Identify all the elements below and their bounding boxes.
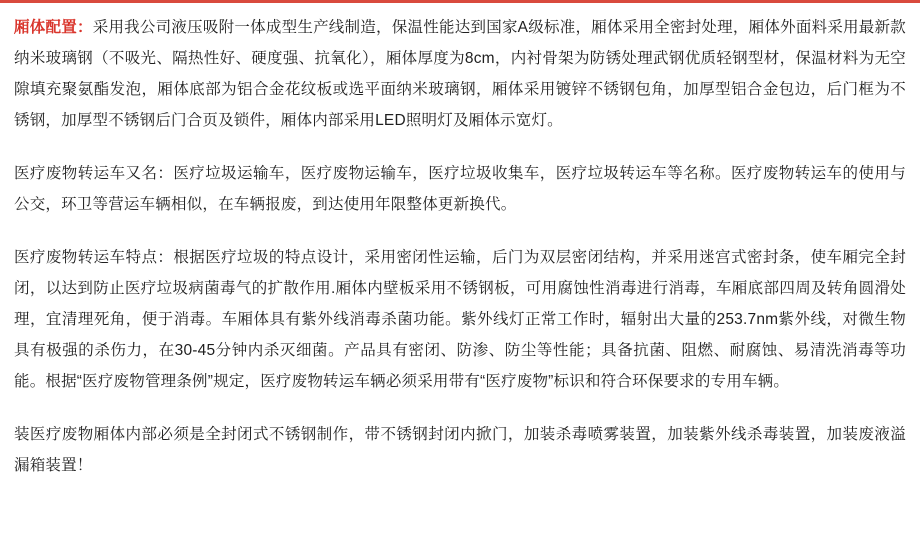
paragraph-text-features: 医疗废物转运车特点：根据医疗垃圾的特点设计，采用密闭性运输，后门为双层密闭结构，并采用迷宫式密封条，使车厢完全封闭，以达到防止医疗垃圾病菌毒气的扩散作用.厢体内壁板采用不锈钢板，可用腐蚀性消毒进行消毒，车厢底部四周及转角圆滑处理，宜清理死角，便于消毒。车厢体具有紫外线消毒杀菌功能。紫外线灯正常工作时，辐射出大量的253.7nm紫外线，对微生物具有极强的杀伤力，在30-45分钟内杀灭细菌。产品具有密闭、防渗、防尘等性能；具备抗菌、阻燃、耐腐蚀、易清洗消毒等功能。根据“医疗废物管理条例”规定，医疗废物转运车辆必须采用带有“医疗废物”标识和符合环保要求的专用车辆。 (14, 249, 906, 390)
paragraph-text-alias-names: 医疗废物转运车又名：医疗垃圾运输车，医疗废物运输车，医疗垃圾收集车，医疗垃圾转运车等名称。医疗废物转运车的使用与公交，环卫等营运车辆相似，在车辆报废，到达使用年限整体更新换代。 (14, 165, 906, 213)
paragraph-interior-requirements (14, 419, 906, 481)
paragraph-label-chassis-config: 厢体配置： (14, 19, 93, 36)
paragraph-alias-names (14, 158, 906, 220)
paragraph-text-chassis-config: 采用我公司液压吸附一体成型生产线制造，保温性能达到国家A级标准，厢体采用全密封处理，厢体外面料采用最新款纳米玻璃钢（不吸光、隔热性好、硬度强、抗氧化），厢体厚度为8cm，内衬骨架为防锈处理武钢优质轻钢型材，保温材料为无空隙填充聚氨酯发泡，厢体底部为铝合金花纹板或选平面纳米玻璃钢，厢体采用镀锌不锈钢包角，加厚型铝合金包边，后门框为不锈钢，加厚型不锈钢后门合页及锁件，厢体内部采用LED照明灯及厢体示宽灯。 (14, 19, 906, 129)
paragraph-text-interior-requirements: 装医疗废物厢体内部必须是全封闭式不锈钢制作，带不锈钢封闭内掀门，加装杀毒喷雾装置，加装紫外线杀毒装置，加装废液溢漏箱装置！ (14, 426, 906, 474)
paragraph-features (14, 242, 906, 397)
paragraph-chassis-config (14, 12, 906, 136)
top-divider-rule (0, 0, 920, 3)
